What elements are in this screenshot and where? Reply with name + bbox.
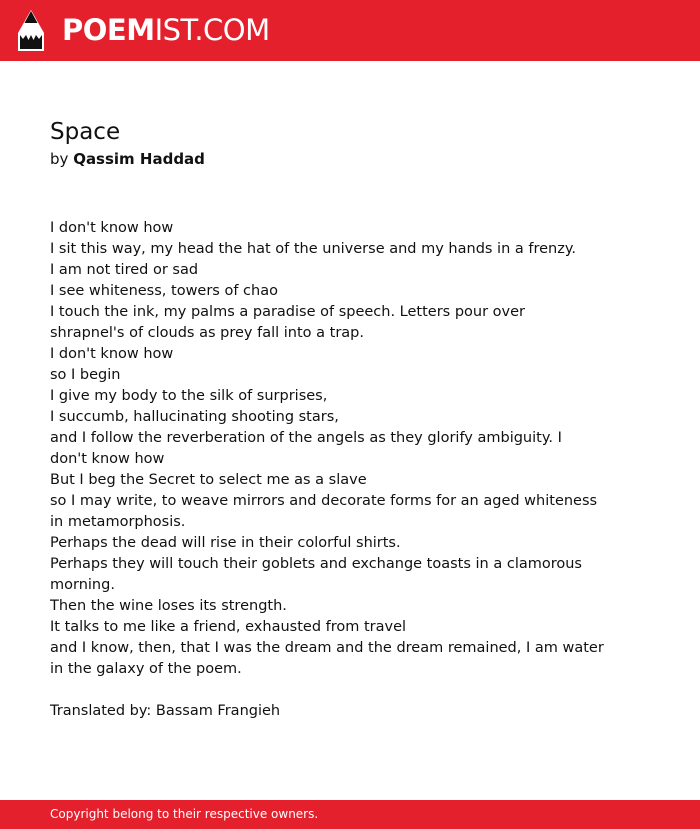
poem-line: Then the wine loses its strength. (50, 598, 287, 614)
poem-line: so I may write, to weave mirrors and decorate forms for an aged whiteness (50, 493, 598, 509)
byline (50, 148, 610, 170)
poem-line: don't know how (50, 451, 165, 467)
poem-line: I touch the ink, my palms a paradise of speech. Letters pour over (50, 304, 526, 320)
by-label: by (50, 150, 69, 168)
poem-line: Perhaps they will touch their goblets and exchange toasts in a clamorous (50, 556, 582, 572)
poem-heading (50, 116, 610, 170)
poem-line: I give my body to the silk of surprises, (50, 388, 328, 404)
site-header (0, 0, 700, 61)
poem-line: I sit this way, my head the hat of the universe and my hands in a frenzy. (50, 241, 576, 257)
poem-line: I am not tired or sad (50, 262, 199, 278)
poem-line: shrapnel's of clouds as prey fall into a trap. (50, 325, 364, 341)
poem-body (50, 218, 650, 680)
poem-line: morning. (50, 577, 115, 593)
poem-line: But I beg the Secret to select me as a slave (50, 472, 367, 488)
poem-line: I don't know how (50, 346, 174, 362)
poem-line: in metamorphosis. (50, 514, 186, 530)
poem-line: so I begin (50, 367, 121, 383)
poem-line: and I know, then, that I was the dream and the dream remained, I am water (50, 640, 604, 656)
poem-line: I see whiteness, towers of chao (50, 283, 278, 299)
poem-line: I succumb, hallucinating shooting stars, (50, 409, 339, 425)
logo-name-bold: POEM (62, 13, 155, 47)
copyright-notice: Copyright belong to their respective owners. (50, 807, 319, 821)
pencil-tip-icon[interactable] (17, 9, 45, 52)
poem-line: It talks to me like a friend, exhausted from travel (50, 619, 407, 635)
site-footer (0, 800, 700, 829)
poem-line: and I follow the reverberation of the angels as they glorify ambiguity. I (50, 430, 562, 446)
poem-title: Space (50, 119, 121, 145)
poem-line: Perhaps the dead will rise in their colorful shirts. (50, 535, 401, 551)
poem-line: in the galaxy of the poem. (50, 661, 242, 677)
translator-credit: Translated by: Bassam Frangieh (50, 703, 281, 719)
logo-name-light: IST.COM (154, 13, 270, 47)
poem-line: I don't know how (50, 220, 174, 236)
author-name: Qassim Haddad (73, 150, 205, 168)
site-logo[interactable] (62, 12, 270, 48)
